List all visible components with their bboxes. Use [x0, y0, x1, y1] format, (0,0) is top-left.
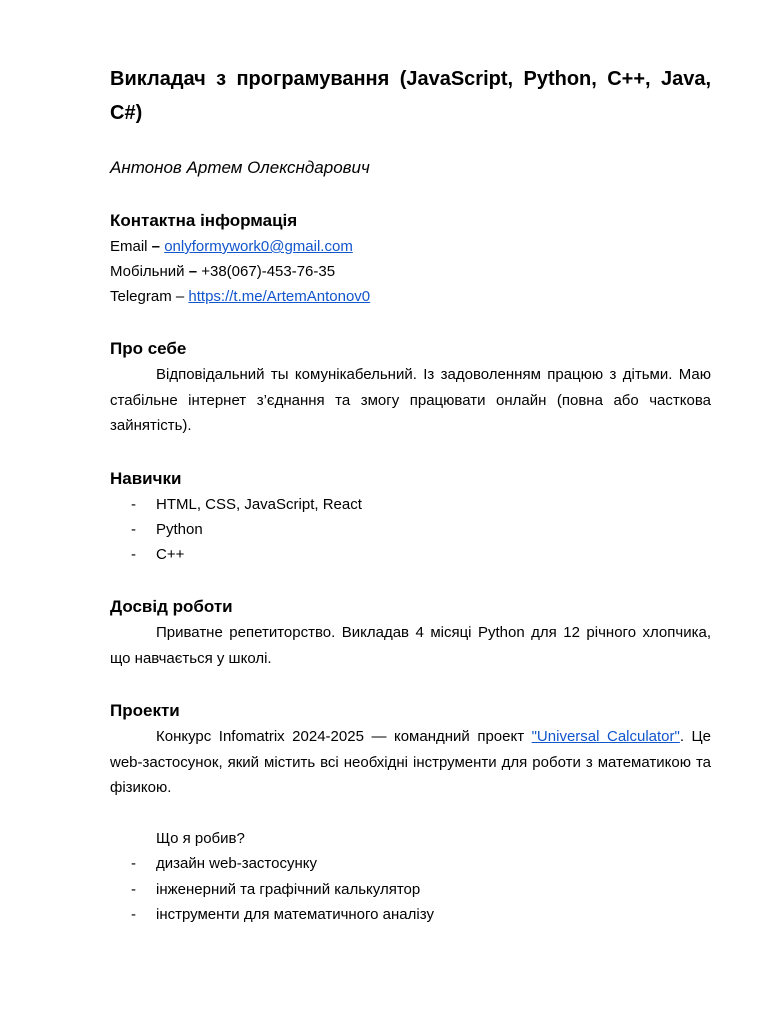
resume-page [110, 62, 711, 927]
about-text: Відповідальний ты комунікабельний. Із задоволенням працюю з дітьми. Маю стабільне інтернет з’єднання та змогу працювати онлайн (повна або часткова зайнятість). [110, 366, 711, 434]
skills-list [110, 492, 711, 568]
skill-label: Python [156, 520, 203, 538]
experience-section [110, 595, 711, 671]
document-title: Викладач з програмування (JavaScript, Python, C++, Java, C#) [110, 68, 711, 124]
task-label: інструменти для математичного аналізу [156, 905, 434, 923]
list-item [110, 902, 711, 927]
phone-separator: – [184, 263, 202, 280]
telegram-label: Telegram [110, 288, 172, 305]
telegram-line [110, 284, 711, 309]
list-marker: - [131, 880, 136, 898]
about-section [110, 337, 711, 439]
list-marker: - [131, 855, 136, 873]
phone-value: +38(067)-453-76-35 [201, 263, 336, 280]
projects-question: Що я робив? [156, 829, 245, 847]
list-item [110, 492, 711, 517]
list-item [110, 877, 711, 902]
projects-text-after: . Це web-застосунок, який містить всі необхідні інструменти для роботи з математикою та фізикою. [110, 728, 711, 797]
experience-heading: Досвід роботи [110, 597, 233, 617]
phone-label: Мобільний [110, 263, 185, 280]
email-link[interactable]: onlyformywork0@gmail.com [164, 238, 353, 255]
experience-text: Приватне репетиторство. Викладав 4 місяці Python для 12 річного хлопчика, що навчається у школі. [110, 624, 711, 667]
projects-heading: Проекти [110, 701, 180, 721]
phone-line [110, 259, 711, 284]
telegram-separator: – [171, 288, 189, 305]
skills-heading: Навички [110, 468, 182, 488]
projects-text-before: Конкурс Infomatrix 2024-2025 — командний проект [156, 728, 532, 746]
projects-section [110, 699, 711, 927]
skills-section [110, 467, 711, 568]
task-label: інженерний та графічний калькулятор [156, 880, 421, 898]
list-marker: - [131, 495, 136, 513]
about-heading: Про себе [110, 339, 187, 358]
skill-label: C++ [156, 546, 185, 564]
list-item [110, 542, 711, 567]
email-line [110, 234, 711, 259]
projects-text [110, 724, 711, 801]
universal-calculator-link[interactable]: "Universal Calculator" [531, 728, 680, 746]
author-name: Антонов Артем Олексндарович [110, 158, 370, 177]
telegram-link[interactable]: https://t.me/ArtemAntonov0 [188, 288, 371, 305]
contacts-section [110, 209, 711, 309]
contacts-heading: Контактна інформація [110, 211, 298, 230]
email-label: Email [110, 238, 148, 255]
email-separator: – [147, 238, 165, 255]
list-marker: - [131, 905, 136, 923]
task-label: дизайн web-застосунку [156, 855, 317, 873]
list-marker: - [131, 546, 136, 564]
list-marker: - [131, 520, 136, 538]
list-item [110, 851, 711, 876]
spacer [110, 801, 711, 826]
list-item [110, 517, 711, 542]
projects-task-list [110, 851, 711, 927]
skill-label: HTML, CSS, JavaScript, React [156, 495, 362, 513]
